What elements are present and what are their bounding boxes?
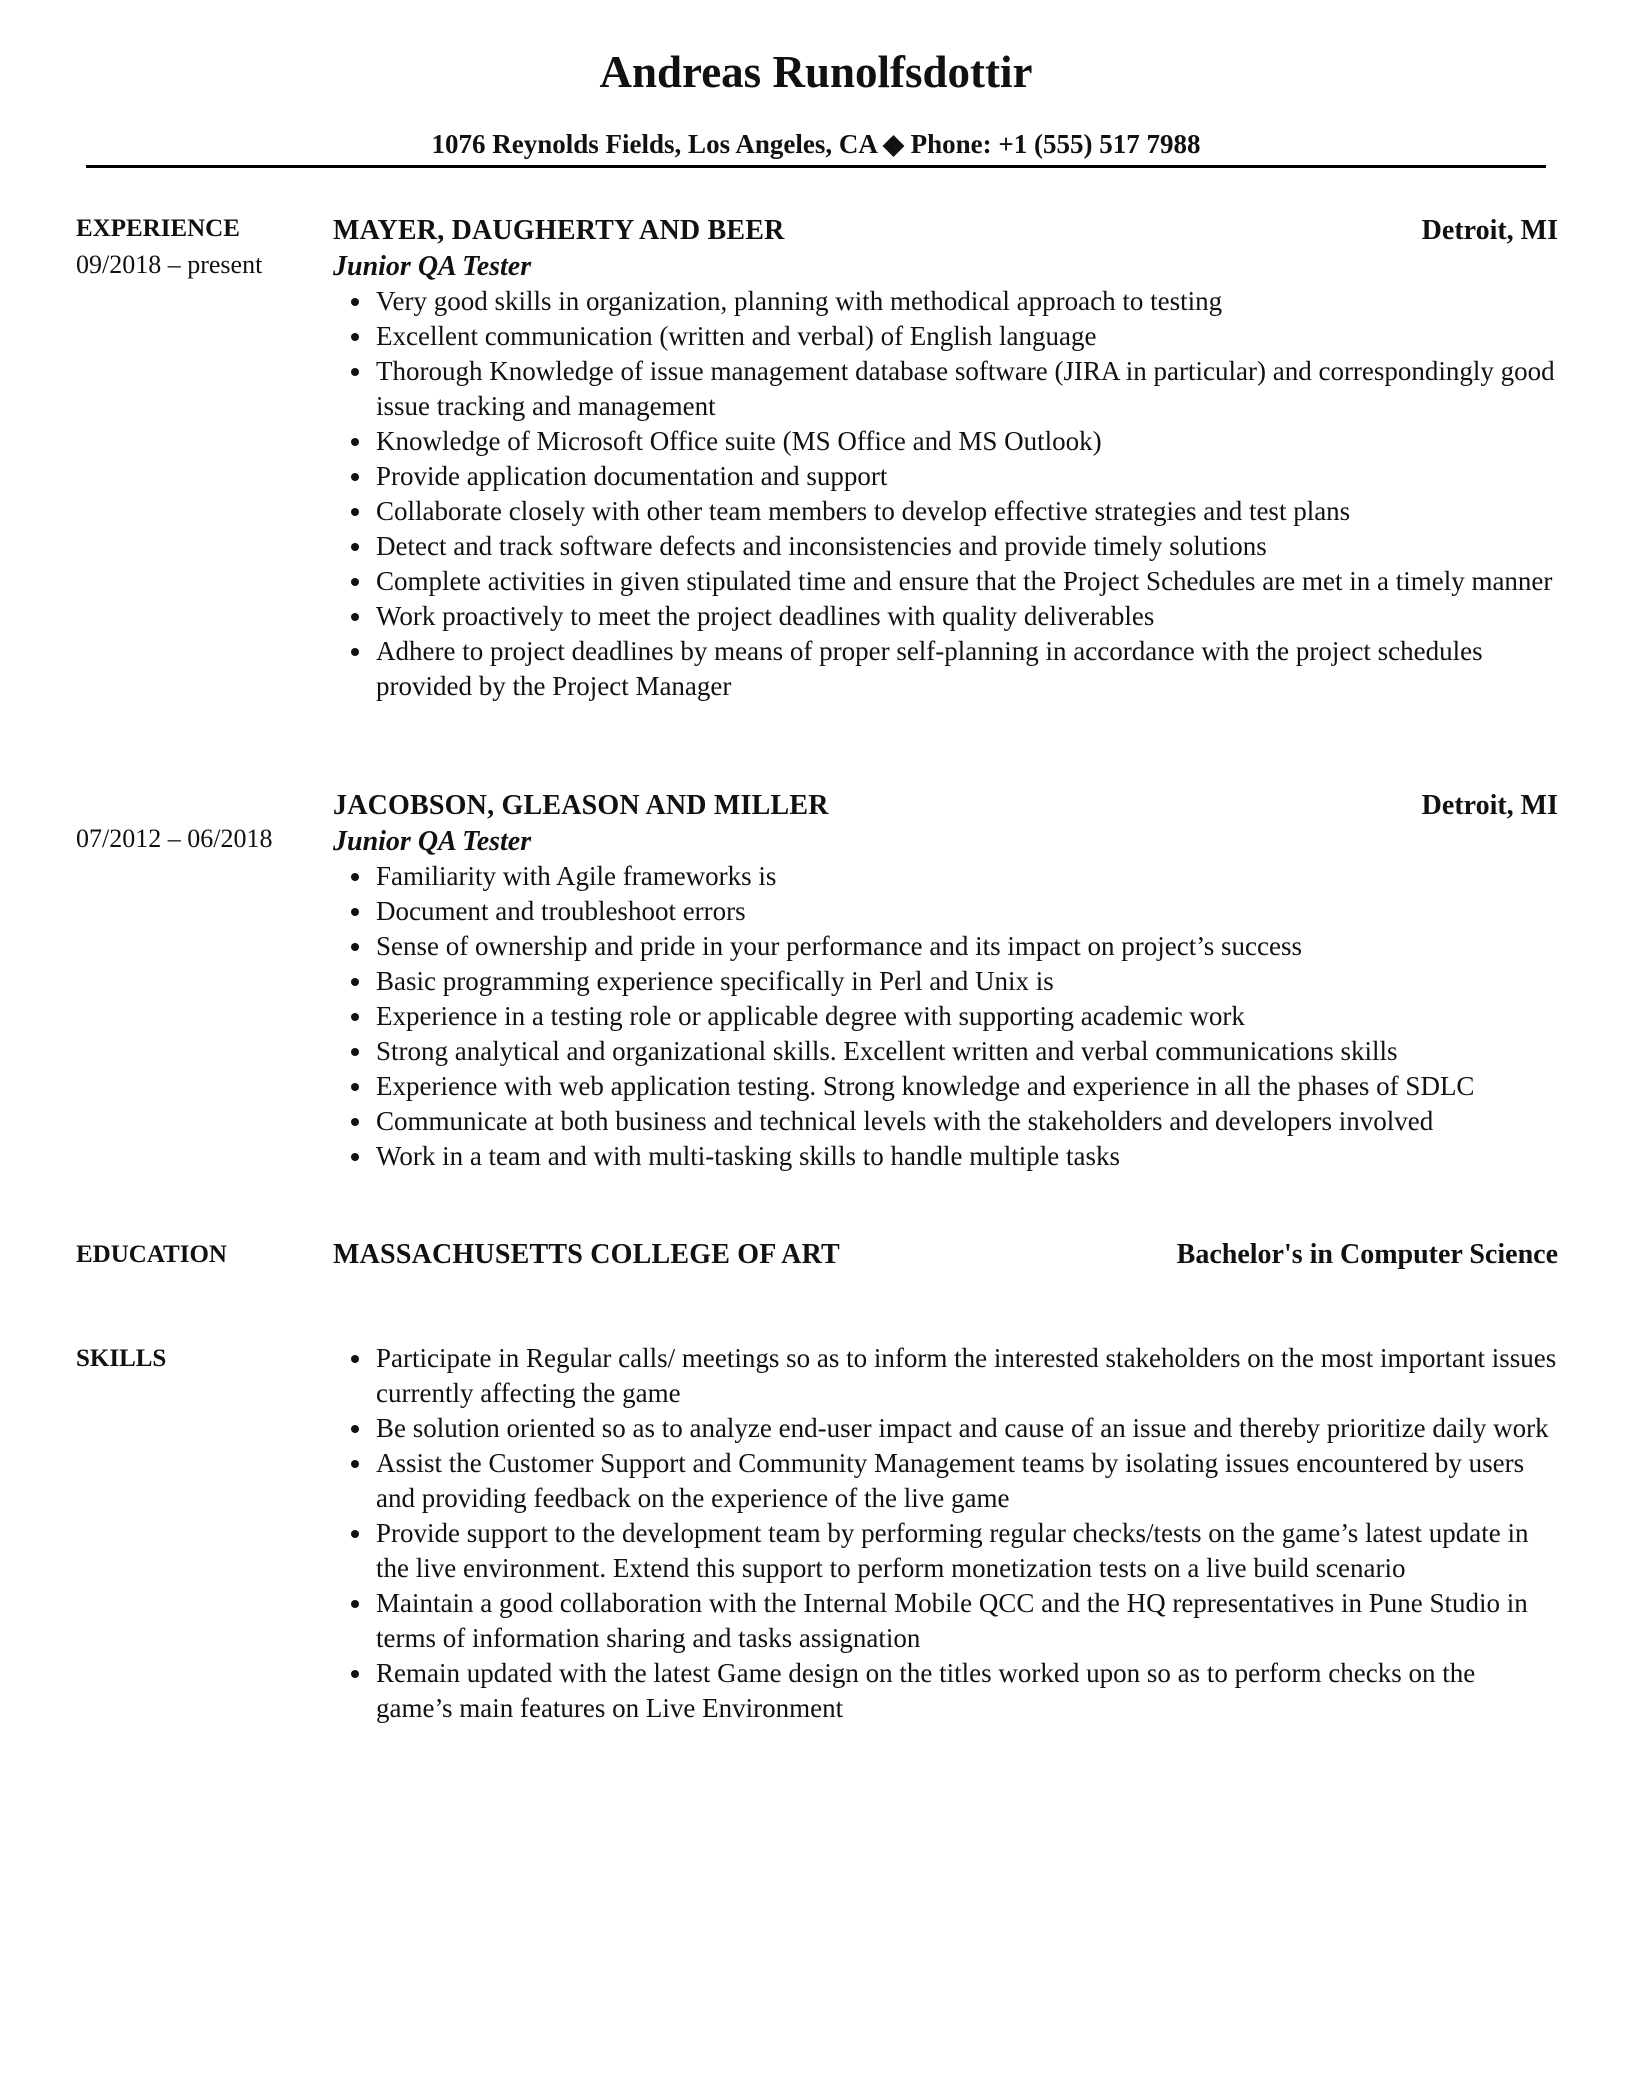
bullet-dot-icon [351, 578, 359, 586]
bullet-dot-icon [351, 978, 359, 986]
school-name: MASSACHUSETTS COLLEGE OF ART [333, 1239, 840, 1270]
bullet-item [333, 634, 1558, 704]
bullet-item [333, 964, 1558, 999]
job-location: Detroit, MI [1421, 790, 1558, 821]
bullet-dot-icon [351, 508, 359, 516]
bullet-dot-icon [351, 1530, 359, 1538]
degree: Bachelor's in Computer Science [1176, 1239, 1558, 1270]
bullet-text: Assist the Customer Support and Community Management teams by isolating issues encountered by users and providing feedback on the experience of the live game [376, 1448, 1525, 1513]
bullet-item [333, 424, 1558, 459]
skills-bullets [333, 1341, 1558, 1726]
bullet-item [333, 1411, 1558, 1446]
bullet-dot-icon [351, 1048, 359, 1056]
bullet-text: Maintain a good collaboration with the Internal Mobile QCC and the HQ representatives in Pune Studio in terms of information sharing and tasks assignation [376, 1588, 1528, 1653]
bullet-dot-icon [351, 1425, 359, 1433]
bullet-item [333, 1139, 1558, 1174]
bullet-dot-icon [351, 1355, 359, 1363]
bullet-item [333, 859, 1558, 894]
bullet-item [333, 529, 1558, 564]
bullet-text: Familiarity with Agile frameworks is [376, 861, 777, 891]
bullet-dot-icon [351, 908, 359, 916]
bullet-text: Adhere to project deadlines by means of proper self-planning in accordance with the project schedules provided by the Project Manager [376, 636, 1483, 701]
bullet-item [333, 599, 1558, 634]
bullet-text: Complete activities in given stipulated time and ensure that the Project Schedules are met in a timely manner [376, 566, 1553, 596]
bullet-text: Work proactively to meet the project deadlines with quality deliverables [376, 601, 1155, 631]
bullet-text: Provide application documentation and support [376, 461, 888, 491]
bullet-text: Be solution oriented so as to analyze end-user impact and cause of an issue and thereby prioritize daily work [376, 1413, 1549, 1443]
section-label-experience: EXPERIENCE [76, 215, 240, 242]
bullet-item [333, 1104, 1558, 1139]
bullet-dot-icon [351, 1118, 359, 1126]
bullet-dot-icon [351, 473, 359, 481]
bullet-item [333, 1516, 1558, 1586]
skills-entry [333, 1341, 1558, 1726]
bullet-item [333, 354, 1558, 424]
bullet-dot-icon [351, 648, 359, 656]
company-name: JACOBSON, GLEASON AND MILLER [333, 790, 829, 821]
bullet-dot-icon [351, 1153, 359, 1161]
bullet-dot-icon [351, 298, 359, 306]
job-bullets [333, 284, 1558, 704]
bullet-item [333, 1341, 1558, 1411]
candidate-name: Andreas Runolfsdottir [599, 47, 1033, 97]
bullet-dot-icon [351, 1460, 359, 1468]
bullet-item [333, 564, 1558, 599]
bullet-item [333, 1586, 1558, 1656]
bullet-dot-icon [351, 438, 359, 446]
header-divider [86, 165, 1546, 168]
job-dates: 09/2018 – present [76, 250, 263, 279]
job-header [333, 788, 1558, 824]
bullet-item [333, 894, 1558, 929]
bullet-dot-icon [351, 873, 359, 881]
bullet-text: Sense of ownership and pride in your performance and its impact on project’s success [376, 931, 1302, 961]
job-location: Detroit, MI [1421, 215, 1558, 246]
education-entry [333, 1237, 1558, 1273]
company-name: MAYER, DAUGHERTY AND BEER [333, 215, 785, 246]
bullet-text: Detect and track software defects and inconsistencies and provide timely solutions [376, 531, 1267, 561]
job-entry [333, 213, 1558, 704]
section-label-education: EDUCATION [76, 1241, 227, 1268]
bullet-item [333, 929, 1558, 964]
bullet-item [333, 999, 1558, 1034]
bullet-text: Experience with web application testing. Strong knowledge and experience in all the phases of SDLC [376, 1071, 1475, 1101]
bullet-item [333, 319, 1558, 354]
bullet-text: Communicate at both business and technical levels with the stakeholders and developers involved [376, 1106, 1434, 1136]
bullet-text: Thorough Knowledge of issue management database software (JIRA in particular) and correspondingly good issue tracking and management [376, 356, 1555, 421]
bullet-text: Document and troubleshoot errors [376, 896, 746, 926]
bullet-dot-icon [351, 1600, 359, 1608]
bullet-item [333, 1034, 1558, 1069]
job-title: Junior QA Tester [333, 251, 532, 282]
bullet-dot-icon [351, 613, 359, 621]
bullet-dot-icon [351, 368, 359, 376]
bullet-text: Work in a team and with multi-tasking skills to handle multiple tasks [376, 1141, 1120, 1171]
bullet-text: Experience in a testing role or applicable degree with supporting academic work [376, 1001, 1245, 1031]
bullet-text: Strong analytical and organizational skills. Excellent written and verbal communications skills [376, 1036, 1398, 1066]
job-title: Junior QA Tester [333, 826, 532, 857]
bullet-item [333, 1656, 1558, 1726]
section-label-skills: SKILLS [76, 1345, 167, 1372]
bullet-text: Basic programming experience specifically in Perl and Unix is [376, 966, 1054, 996]
bullet-dot-icon [351, 543, 359, 551]
bullet-item [333, 1069, 1558, 1104]
job-dates: 07/2012 – 06/2018 [76, 824, 273, 853]
bullet-dot-icon [351, 943, 359, 951]
job-header [333, 213, 1558, 249]
bullet-text: Very good skills in organization, planning with methodical approach to testing [376, 286, 1223, 316]
contact-line: 1076 Reynolds Fields, Los Angeles, CA ◆ Phone: +1 (555) 517 7988 [431, 129, 1201, 159]
bullet-dot-icon [351, 1013, 359, 1021]
bullet-text: Knowledge of Microsoft Office suite (MS Office and MS Outlook) [376, 426, 1102, 456]
bullet-item [333, 1446, 1558, 1516]
bullet-text: Excellent communication (written and verbal) of English language [376, 321, 1097, 351]
bullet-text: Participate in Regular calls/ meetings so as to inform the interested stakeholders on the most important issues currently affecting the game [376, 1343, 1557, 1408]
bullet-text: Collaborate closely with other team members to develop effective strategies and test plans [376, 496, 1351, 526]
education-header [333, 1237, 1558, 1273]
bullet-dot-icon [351, 1670, 359, 1678]
job-entry [333, 788, 1558, 1174]
bullet-item [333, 459, 1558, 494]
bullet-dot-icon [351, 333, 359, 341]
bullet-text: Provide support to the development team by performing regular checks/tests on the game’s latest update in the live environment. Extend this support to perform monetization tests on a live build scenario [376, 1518, 1529, 1583]
bullet-item [333, 284, 1558, 319]
bullet-item [333, 494, 1558, 529]
job-bullets [333, 859, 1558, 1174]
bullet-text: Remain updated with the latest Game design on the titles worked upon so as to perform checks on the game’s main features on Live Environment [376, 1658, 1476, 1723]
bullet-dot-icon [351, 1083, 359, 1091]
